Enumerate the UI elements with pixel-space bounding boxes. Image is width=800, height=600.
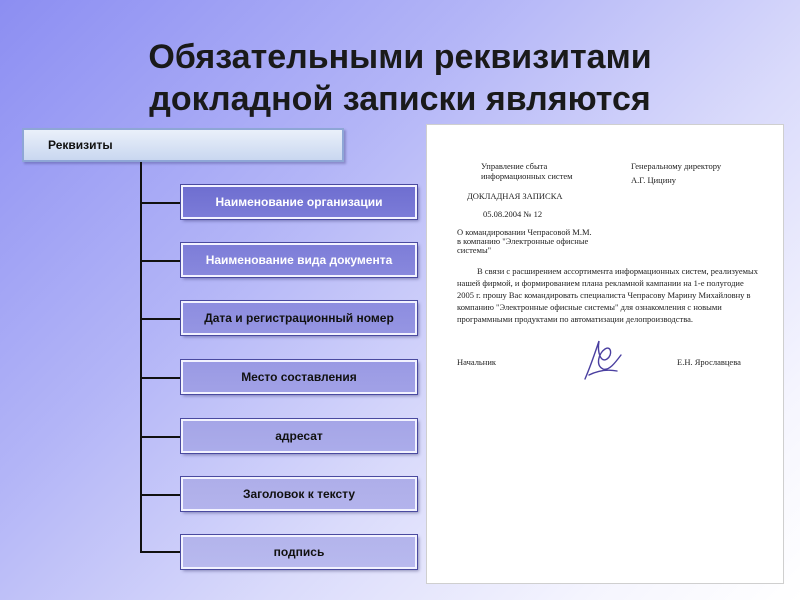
diagram-root-node: [22, 128, 344, 162]
node-label: Наименование организации: [215, 195, 383, 209]
diagram-branch-line: [140, 377, 182, 379]
doc-heading-line-3: системы": [457, 245, 492, 255]
node-label: Заголовок к тексту: [242, 487, 355, 501]
slide-title: [0, 36, 800, 120]
doc-addressee-line-2: А.Г. Цицину: [631, 175, 677, 185]
doc-body-text: [457, 265, 765, 325]
node-label: Наименование вида документа: [205, 253, 393, 267]
node-label: Дата и регистрационный номер: [204, 311, 394, 325]
doc-date-number: 05.08.2004 № 12: [483, 209, 543, 219]
handwritten-signature: [577, 335, 629, 383]
diagram-node-signature: [181, 535, 417, 569]
doc-body-line: программными продуктами по автоматизации делопроизводства.: [457, 314, 694, 324]
doc-heading-line-1: О командировании Чепрасовой М.М.: [457, 227, 592, 237]
diagram-branch-line: [140, 202, 182, 204]
doc-heading-line-2: в компанию "Электронные офисные: [457, 236, 589, 246]
doc-type-label: ДОКЛАДНАЯ ЗАПИСКА: [467, 191, 563, 201]
diagram-node-heading: [181, 477, 417, 511]
diagram-branch-line: [140, 494, 182, 496]
diagram-branch-line: [140, 260, 182, 262]
doc-signer-position: Начальник: [457, 357, 497, 367]
memo-document-sample: [426, 124, 784, 584]
diagram-node-addressee: [181, 419, 417, 453]
node-label: адресат: [275, 429, 323, 443]
node-label: подпись: [273, 545, 325, 559]
diagram-node-date-number: [181, 301, 417, 335]
diagram-node-place: [181, 360, 417, 394]
diagram-node-organization-name: [181, 185, 417, 219]
doc-body-line: компанию "Электронные офисные системы" для ознакомления с новыми: [457, 302, 722, 312]
diagram-branch-line: [140, 436, 182, 438]
doc-signer-name: Е.Н. Ярославцева: [677, 357, 741, 367]
node-label: Место составления: [241, 370, 357, 384]
slide-title-line-2: докладной записки являются: [149, 80, 651, 118]
doc-addressee-line-1: Генеральному директору: [631, 161, 722, 171]
slide-title-line-1: Обязательными реквизитами: [148, 38, 652, 76]
diagram-root-label: Реквизиты: [48, 138, 113, 152]
doc-body-line: 2005 г. прошу Вас командировать специалиста Чепрасову Марину Михайловну в: [457, 290, 751, 300]
doc-body-line: нашей фирмой, и формированием плана рекламной кампании на 1-е полугодие: [457, 278, 744, 288]
diagram-branch-line: [140, 551, 182, 553]
diagram-branch-line: [140, 318, 182, 320]
doc-org-line-1: Управление сбыта: [481, 161, 548, 171]
diagram-node-document-type: [181, 243, 417, 277]
doc-org-line-2: информационных систем: [481, 171, 573, 181]
doc-body-line: В связи с расширением ассортимента информационных систем, реализуемых: [477, 266, 758, 276]
